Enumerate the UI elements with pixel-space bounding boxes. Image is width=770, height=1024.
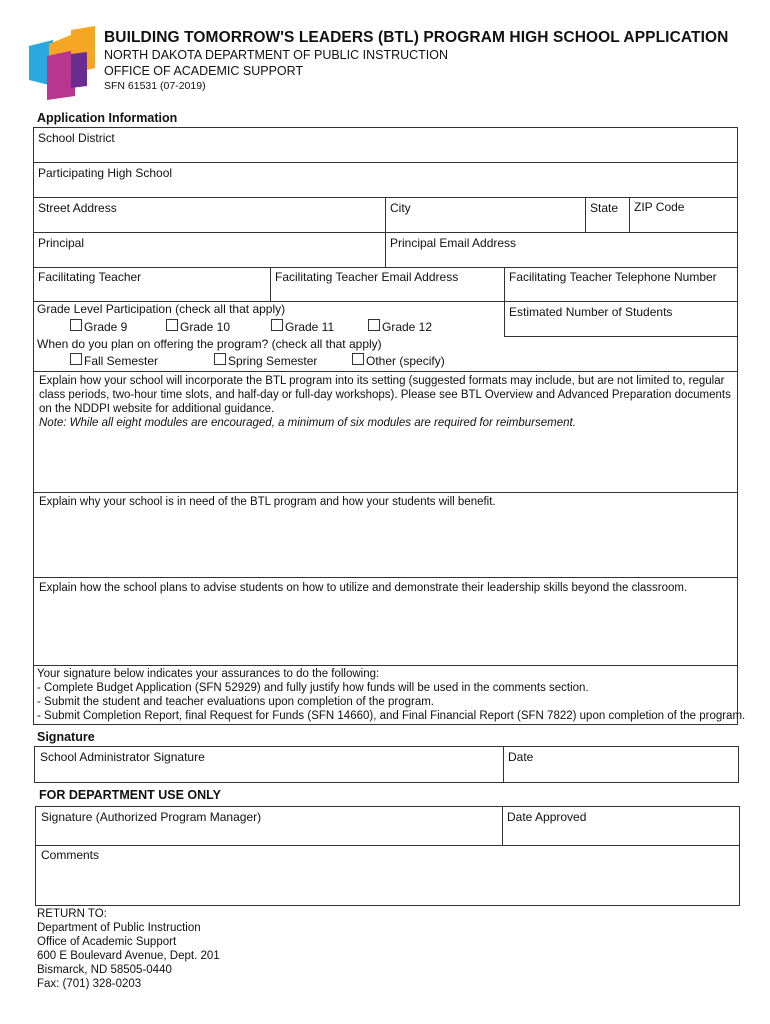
estimated-students-label: Estimated Number of Students [509,305,673,319]
facilitating-teacher-email-field[interactable] [271,268,504,301]
grade-12-label: Grade 12 [382,320,433,334]
return-to-fax: Fax: (701) 328-0203 [37,978,142,990]
assurance-completion: - Submit Completion Report, final Request for Funds (SFN 14660), and Final Financial Report (SFN 7822) upon completion of the program. [37,710,746,722]
zip-code-field[interactable] [630,198,737,232]
department-use-heading: FOR DEPARTMENT USE ONLY [39,788,221,802]
assurance-budget: - Complete Budget Application (SFN 52929) and fully justify how funds will be used in the comments section. [37,682,589,694]
principal-field[interactable] [34,233,385,267]
principal-email-field[interactable] [386,233,737,267]
state-field[interactable] [586,198,629,232]
return-to-office: Office of Academic Support [37,936,177,948]
city-label: City [390,201,411,215]
facilitating-teacher-email-label: Facilitating Teacher Email Address [275,270,459,284]
high-school-label: Participating High School [38,166,173,180]
explain-incorporation-field[interactable] [34,372,737,492]
spring-semester-label: Spring Semester [228,354,318,368]
application-info-heading: Application Information [37,111,178,125]
zip-code-label: ZIP Code [634,200,685,214]
ndpi-logo [27,26,99,102]
street-address-label: Street Address [38,201,117,215]
street-address-field[interactable] [34,198,385,232]
date-approved-field[interactable] [503,807,739,845]
other-semester-checkbox[interactable] [352,353,364,365]
state-label: State [590,201,619,215]
grade-10-label: Grade 10 [180,320,231,334]
department-name: NORTH DAKOTA DEPARTMENT OF PUBLIC INSTRUCTION [104,48,449,62]
modules-note: Note: While all eight modules are encouraged, a minimum of six modules are required for reimbursement. [39,417,576,429]
return-to-heading: RETURN TO: [37,908,107,920]
other-semester-label: Other (specify) [366,354,445,368]
assurances-block [37,667,745,723]
estimated-students-field[interactable] [505,302,737,336]
when-offering-label: When do you plan on offering the program? (check all that apply) [37,337,382,351]
grade-9-label: Grade 9 [84,320,128,334]
grade-level-label: Grade Level Participation (check all that apply) [37,302,286,316]
form-number: SFN 61531 (07-2019) [104,80,206,92]
explain-need-text: Explain why your school is in need of the BTL program and how your students will benefit. [39,496,496,508]
facilitating-teacher-field[interactable] [34,268,270,301]
admin-signature-field[interactable] [35,747,503,782]
grade-11-checkbox[interactable] [271,319,283,331]
admin-signature-label: School Administrator Signature [40,750,205,764]
city-field[interactable] [386,198,585,232]
explain-incorporation-text: Explain how your school will incorporate the BTL program into its setting (suggested formats may include, but are not limited to, regular class periods, two-hour time slots, and half-day or full-day workshops). Please see BTL Overview and Advanced Preparation documents on the NDDPI website for additional guidance. [39,375,731,415]
comments-label: Comments [41,848,100,862]
comments-field[interactable] [36,846,739,905]
assurances-intro: Your signature below indicates your assurances to do the following: [37,668,380,680]
return-address-block [37,907,220,991]
fall-semester-label: Fall Semester [84,354,159,368]
principal-label: Principal [38,236,85,250]
return-to-dept: Department of Public Instruction [37,922,201,934]
program-manager-signature-label: Signature (Authorized Program Manager) [41,810,262,824]
assurance-evaluations: - Submit the student and teacher evaluations upon completion of the program. [37,696,434,708]
grade-11-label: Grade 11 [285,320,335,334]
date-approved-label: Date Approved [507,810,587,824]
school-district-label: School District [38,131,115,145]
facilitating-teacher-label: Facilitating Teacher [38,270,142,284]
form-title: BUILDING TOMORROW'S LEADERS (BTL) PROGRAM HIGH SCHOOL APPLICATION [104,29,729,46]
return-to-street: 600 E Boulevard Avenue, Dept. 201 [37,950,220,962]
return-to-city: Bismarck, ND 58505-0440 [37,964,172,976]
school-district-field[interactable] [34,128,737,162]
facilitating-teacher-phone-label: Facilitating Teacher Telephone Number [509,270,717,284]
high-school-field[interactable] [34,163,737,197]
office-name: OFFICE OF ACADEMIC SUPPORT [104,64,304,78]
program-manager-signature-field[interactable] [36,807,502,845]
signature-heading: Signature [37,730,95,744]
grade-10-checkbox[interactable] [166,319,178,331]
explain-advising-text: Explain how the school plans to advise students on how to utilize and demonstrate their leadership skills beyond the classroom. [39,582,688,594]
explain-need-field[interactable] [34,493,737,577]
spring-semester-checkbox[interactable] [214,353,226,365]
grade-9-checkbox[interactable] [70,319,82,331]
facilitating-teacher-phone-field[interactable] [505,268,737,301]
principal-email-label: Principal Email Address [390,236,517,250]
signature-date-label: Date [508,750,534,764]
grade-12-checkbox[interactable] [368,319,380,331]
fall-semester-checkbox[interactable] [70,353,82,365]
signature-date-field[interactable] [504,747,738,782]
explain-advising-field[interactable] [34,578,737,665]
